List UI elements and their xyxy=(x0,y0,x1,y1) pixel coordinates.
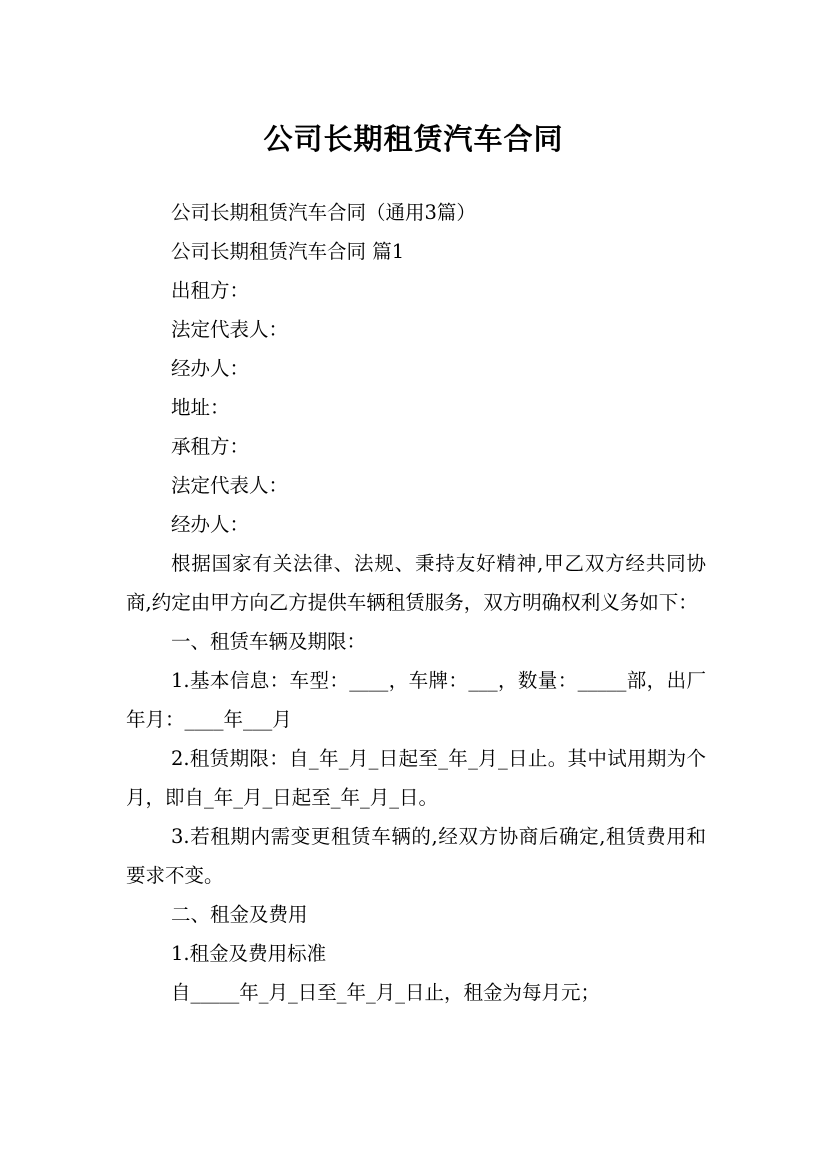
document-title: 公司长期租赁汽车合同 xyxy=(263,122,564,157)
paragraph-clause-1-3: 3.若租期内需变更租赁车辆的,经双方协商后确定,租赁费用和要求不变。 xyxy=(126,825,706,887)
paragraph-lessee-legal-rep: 法定代表人： xyxy=(171,474,289,497)
paragraph-clause-1-2: 2.租赁期限：自_年_月_日起至_年_月_日止。其中试用期为个月，即自_年_月_日起至_年_月_日。 xyxy=(126,747,706,809)
paragraph-lessee: 承租方： xyxy=(171,435,250,458)
paragraph-lessor-agent: 经办人： xyxy=(171,357,250,380)
paragraph-subtitle: 公司长期租赁汽车合同（通用3篇） xyxy=(171,201,476,224)
paragraph-clause-2-1-detail: 自_____年_月_日至_年_月_日止，租金为每月元； xyxy=(171,981,601,1004)
paragraph-lessor: 出租方： xyxy=(171,279,250,302)
paragraph-clause-2-1: 1.租金及费用标准 xyxy=(171,942,327,965)
paragraph-address: 地址： xyxy=(171,396,230,419)
document-body xyxy=(126,193,706,1012)
paragraph-lessor-legal-rep: 法定代表人： xyxy=(171,318,289,341)
paragraph-lessee-agent: 经办人： xyxy=(171,513,250,536)
paragraph-section-heading: 公司长期租赁汽车合同 篇1 xyxy=(171,240,405,263)
paragraph-preamble: 根据国家有关法律、法规、秉持友好精神,甲乙双方经共同协商,约定由甲方向乙方提供车辆租赁服务，双方明确权利义务如下： xyxy=(126,552,706,614)
paragraph-clause-1-1: 1.基本信息：车型：____，车牌：___，数量：_____部，出厂年月：____年___月 xyxy=(126,669,706,731)
paragraph-clause-1-heading: 一、租赁车辆及期限： xyxy=(171,630,367,653)
paragraph-clause-2-heading: 二、租金及费用 xyxy=(171,903,308,926)
